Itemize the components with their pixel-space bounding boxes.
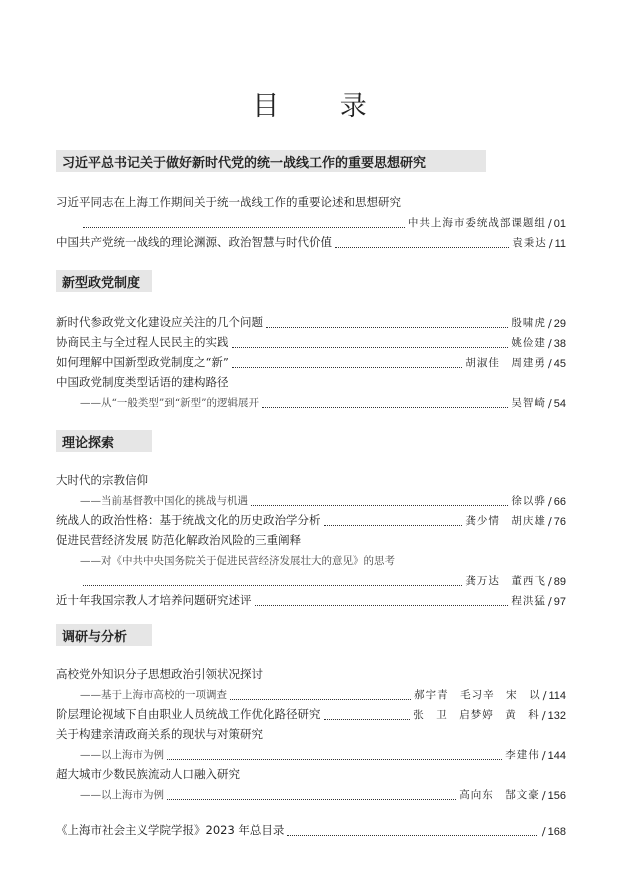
- toc-entry[interactable]: [56, 472, 566, 488]
- entry-title: 关于构建亲清政商关系的现状与对策研究: [56, 727, 263, 741]
- leader-dots: [167, 798, 456, 800]
- leader-dots: [83, 226, 405, 228]
- entry-author: 李建伟: [505, 749, 540, 761]
- toc-entry[interactable]: [56, 706, 566, 722]
- leader-dots: [232, 366, 463, 368]
- entry-page: 76: [553, 516, 566, 528]
- entry-author: 胡淑佳 周建勇: [465, 357, 546, 369]
- leader-dots: [324, 718, 411, 720]
- leader-dots: [287, 834, 536, 836]
- toc-entry[interactable]: [80, 492, 566, 508]
- entry-subtitle: ——以上海市为例: [80, 749, 164, 761]
- entry-author: 张 卫 启梦婷 黄 科: [413, 709, 540, 721]
- entry-page: 01: [553, 218, 566, 230]
- entry-page: 168: [547, 826, 566, 838]
- entry-author: 中共上海市委统战部课题组: [407, 217, 546, 229]
- toc-entry[interactable]: [80, 686, 566, 702]
- toc-entry[interactable]: [56, 314, 566, 330]
- entry-author: 吴智崎: [511, 397, 546, 409]
- entry-author: 程洪猛: [511, 595, 546, 607]
- leader-dots: [230, 698, 411, 700]
- page-separator: /: [541, 788, 546, 802]
- entry-page: 45: [553, 358, 566, 370]
- entry-subtitle: ——对《中共中央国务院关于促进民营经济发展壮大的意见》的思考: [80, 555, 395, 567]
- leader-dots: [335, 246, 509, 248]
- entry-page: 89: [553, 576, 566, 588]
- entry-title: 统战人的政治性格：基于统战文化的历史政治学分析: [56, 513, 321, 527]
- section-title: 调研与分析: [62, 630, 128, 645]
- entry-author: 殷啸虎: [511, 317, 546, 329]
- page-separator: /: [547, 216, 552, 230]
- page-separator: /: [541, 748, 546, 762]
- toc-entry[interactable]: [56, 354, 566, 370]
- entry-author: 姚俭建: [511, 337, 546, 349]
- section-header: [56, 270, 152, 292]
- entry-subtitle: ——从“一般类型”到“新型”的逻辑展开: [80, 397, 259, 409]
- page-separator: /: [547, 356, 552, 370]
- leader-dots: [167, 758, 502, 760]
- leader-dots: [262, 406, 508, 408]
- entry-author: 龚万达 董西飞: [465, 575, 546, 587]
- leader-dots: [251, 504, 508, 506]
- entry-title: 如何理解中国新型政党制度之“新”: [56, 355, 229, 369]
- section-header: [56, 430, 152, 452]
- toc-entry[interactable]: [56, 194, 566, 210]
- entry-title: 近十年我国宗教人才培养问题研究述评: [56, 593, 252, 607]
- page-separator: /: [541, 708, 546, 722]
- toc-entry[interactable]: [56, 512, 566, 528]
- leader-dots: [255, 604, 509, 606]
- entry-subtitle: ——当前基督教中国化的挑战与机遇: [80, 495, 248, 507]
- section-title: 习近平总书记关于做好新时代党的统一战线工作的重要思想研究: [62, 156, 427, 171]
- page-separator: /: [547, 594, 552, 608]
- entry-title: 《上海市社会主义学院学报》2023 年总目录: [56, 823, 285, 837]
- entry-title: 中国共产党统一战线的理论渊源、政治智慧与时代价值: [56, 235, 332, 249]
- page-separator: /: [541, 824, 546, 838]
- entry-page: 97: [553, 596, 566, 608]
- toc-entry[interactable]: [56, 532, 566, 548]
- toc-entry[interactable]: [56, 592, 566, 608]
- entry-subtitle: ——以上海市为例: [80, 789, 164, 801]
- entry-page: 38: [553, 338, 566, 350]
- toc-entry[interactable]: [80, 552, 566, 568]
- toc-entry[interactable]: [80, 746, 566, 762]
- leader-dots: [324, 524, 463, 526]
- toc-entry[interactable]: [56, 666, 566, 682]
- toc-entry[interactable]: [56, 334, 566, 350]
- page-separator: /: [542, 688, 547, 702]
- entry-title: 阶层理论视域下自由职业人员统战工作优化路径研究: [56, 707, 321, 721]
- page-separator: /: [548, 236, 553, 250]
- section-title: 新型政党制度: [62, 276, 141, 291]
- entry-page: 144: [547, 750, 566, 762]
- page-separator: /: [547, 316, 552, 330]
- entry-page: 66: [553, 496, 566, 508]
- entry-page: 156: [547, 790, 566, 802]
- toc-entry[interactable]: [56, 726, 566, 742]
- section-title: 理论探索: [62, 436, 115, 451]
- page-separator: /: [547, 336, 552, 350]
- entry-page: 29: [553, 318, 566, 330]
- section-header: [56, 624, 152, 646]
- toc-entry[interactable]: [80, 214, 566, 230]
- entry-title: 高校党外知识分子思想政治引领状况探讨: [56, 667, 263, 681]
- entry-title: 新时代参政党文化建设应关注的几个问题: [56, 315, 263, 329]
- leader-dots: [232, 346, 509, 348]
- toc-entry[interactable]: [80, 394, 566, 410]
- leader-dots: [83, 584, 462, 586]
- toc-entry[interactable]: [80, 572, 566, 588]
- toc-entry[interactable]: [56, 234, 566, 250]
- entry-title: 促进民营经济发展 防范化解政治风险的三重阐释: [56, 533, 302, 547]
- toc-entry[interactable]: [56, 766, 566, 782]
- entry-author: 袁秉达: [512, 237, 547, 249]
- entry-title: 超大城市少数民族流动人口融入研究: [56, 767, 240, 781]
- page-separator: /: [547, 514, 552, 528]
- entry-subtitle: ——基于上海市高校的一项调查: [80, 689, 227, 701]
- page-separator: /: [547, 396, 552, 410]
- entry-page: 54: [553, 398, 566, 410]
- entry-title: 大时代的宗教信仰: [56, 473, 148, 487]
- entry-author: 高向东 郜文豪: [459, 789, 540, 801]
- entry-author: 龚少情 胡庆雄: [465, 515, 546, 527]
- entry-title: 中国政党制度类型话语的建构路径: [56, 375, 229, 389]
- entry-author: 郝宇青 毛习辛 宋 以: [414, 689, 541, 701]
- leader-dots: [266, 326, 508, 328]
- entry-page: 132: [547, 710, 566, 722]
- toc-entry[interactable]: [80, 786, 566, 802]
- entry-page: 114: [548, 690, 566, 702]
- entry-title: 习近平同志在上海工作期间关于统一战线工作的重要论述和思想研究: [56, 195, 401, 209]
- page-separator: /: [547, 494, 552, 508]
- entry-title: 协商民主与全过程人民民主的实践: [56, 335, 229, 349]
- toc-entry[interactable]: [56, 374, 566, 390]
- annual-index-entry[interactable]: [56, 822, 566, 838]
- entry-author: 徐以骅: [511, 495, 546, 507]
- page-title: 目 录: [252, 91, 393, 122]
- entry-page: 11: [554, 238, 566, 250]
- section-header: [56, 150, 486, 172]
- page-separator: /: [547, 574, 552, 588]
